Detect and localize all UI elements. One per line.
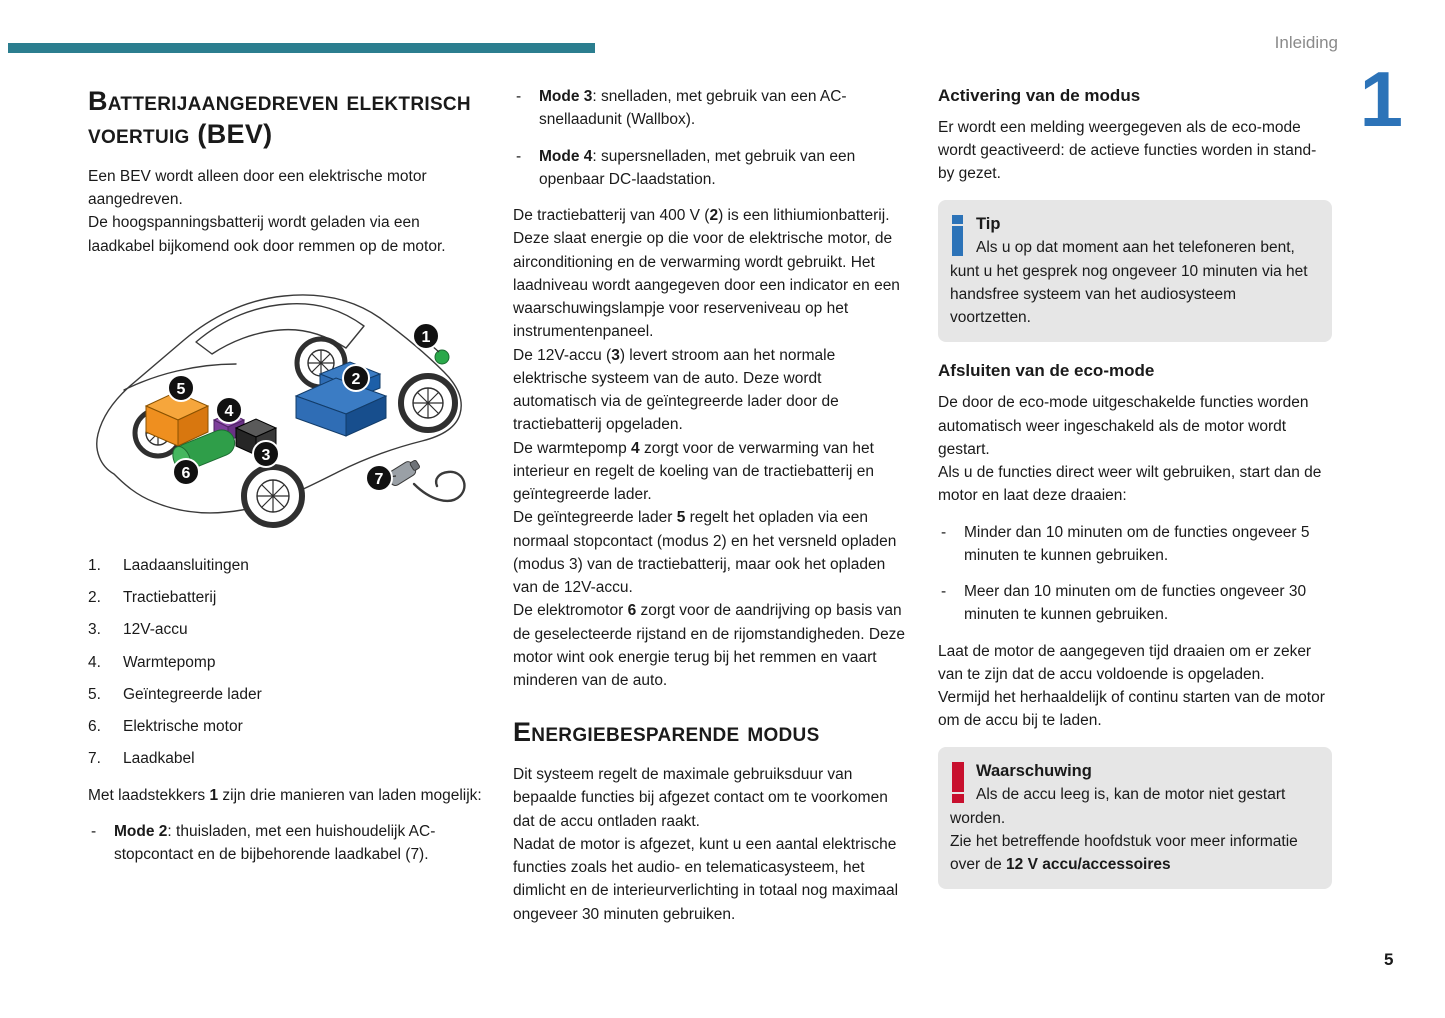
body-paragraph: De door de eco-mode uitgeschakelde functies worden automatisch weer ingeschakeld als de motor wordt gestart. — [938, 394, 1309, 458]
svg-text:4: 4 — [224, 402, 234, 420]
badge-4 — [216, 397, 242, 423]
list-item-number: 3. — [88, 621, 101, 639]
body-paragraph: Er wordt een melding weergegeven als de eco-mode wordt geactiveerd: de actieve functies worden in stand-by gezet. — [938, 118, 1317, 183]
charging-cable-shape — [386, 457, 465, 501]
column-middle — [513, 85, 907, 926]
list-item-label: Tractiebatterij — [123, 589, 217, 607]
list-item-label: 12V-accu — [123, 621, 188, 639]
list-item — [88, 651, 486, 674]
list-item — [88, 715, 486, 738]
header-section-label: Inleiding — [1274, 33, 1338, 52]
tip-title: Tip — [976, 214, 1001, 233]
bullet-item — [88, 820, 486, 867]
column-right — [938, 85, 1332, 907]
bullet-dash: - — [516, 88, 522, 105]
list-item-number: 2. — [88, 589, 101, 607]
list-item — [88, 618, 486, 641]
section-title: Batterijaangedreven elektrisch voertuig (BEV) — [88, 86, 471, 149]
list-item-number: 7. — [88, 750, 101, 768]
badge-6 — [173, 459, 199, 485]
activation-heading: Activering van de modus — [938, 86, 1141, 105]
badge-3 — [253, 441, 279, 467]
svg-text:7: 7 — [374, 470, 384, 488]
body-paragraph: Laat de motor de aangegeven tijd draaien om er zeker van te zijn dat de accu voldoende is opgeladen. — [938, 642, 1312, 683]
bev-diagram-svg — [84, 278, 476, 530]
intro-paragraph: Een BEV wordt alleen door een elektrische motor aangedreven. — [88, 167, 427, 209]
list-item-label: Warmtepomp — [123, 653, 216, 671]
list-item-label: Laadkabel — [123, 750, 195, 768]
info-icon — [951, 215, 964, 256]
body-paragraph: De tractiebatterij van 400 V (2) is een lithiumionbatterij. Deze slaat energie op die voor de elektrische motor, de airconditioning en de verwarming wordt gebruikt. Het laadniveau wordt aangegeven door een indicator en een waarschuwingslampje voor reserveniveau op het instrumentenpaneel. — [513, 207, 900, 341]
bullet-text: Mode 2: thuisladen, met een huishoudelijk AC-stopcontact en de bijbehorende laadkabel (7). — [114, 822, 436, 864]
header-rule — [8, 43, 595, 53]
charge-port-shape — [435, 350, 449, 364]
badge-7 — [366, 465, 392, 491]
bullet-item — [938, 580, 1332, 627]
chapter-number: 1 — [1359, 55, 1403, 143]
column-left — [88, 85, 486, 866]
list-item-label: Geïntegreerde lader — [123, 685, 262, 703]
list-item-number: 5. — [88, 685, 101, 703]
component-list — [88, 554, 486, 771]
svg-text:6: 6 — [181, 464, 191, 482]
body-paragraph: Nadat de motor is afgezet, kunt u een aantal elektrische functies zoals het audio- en telematicasysteem, het dimlicht en de interieurverlichting in totaal nog maximaal ongeveer 30 minuten gebruiken. — [513, 835, 899, 923]
list-item-number: 4. — [88, 653, 101, 671]
eco-exit-heading: Afsluiten van de eco-mode — [938, 361, 1155, 381]
badge-2 — [343, 365, 369, 391]
page-number: 5 — [1384, 950, 1394, 969]
bullet-text: Meer dan 10 minuten om de functies ongeveer 30 minuten te kunnen gebruiken. — [964, 583, 1307, 624]
tip-text: Tip Als u op dat moment aan het telefoneren bent, kunt u het gesprek nog ongeveer 10 minuten via het handsfree systeem van het audiosysteem voortzetten. — [950, 214, 1308, 327]
section-title-energy: Energiebesparende modus — [513, 717, 820, 748]
svg-text:3: 3 — [261, 446, 271, 464]
list-item — [88, 586, 486, 609]
body-paragraph: Als u de functies direct weer wilt gebruiken, start dan de motor en laat deze draaien: — [938, 464, 1322, 505]
tip-box — [938, 200, 1332, 343]
warning-text: Waarschuwing Als de accu leeg is, kan de motor niet gestart worden. Zie het betreffende hoofdstuk voor meer informatie over de 12 V accu/accessoires — [950, 761, 1298, 874]
list-item-number: 6. — [88, 718, 101, 736]
bev-diagram — [84, 278, 486, 530]
svg-text:1: 1 — [421, 328, 431, 346]
list-item-label: Laadaansluitingen — [123, 556, 249, 574]
wheel-front-near — [244, 467, 302, 525]
badge-1 — [413, 323, 439, 349]
bullet-text: Minder dan 10 minuten om de functies ongeveer 5 minuten te kunnen gebruiken. — [964, 523, 1310, 564]
charging-intro: Met laadstekkers 1 zijn drie manieren van laden mogelijk: — [88, 786, 482, 804]
bullet-item — [513, 85, 907, 132]
warning-box — [938, 747, 1332, 890]
bullet-dash: - — [516, 147, 522, 165]
list-item-label: Elektrische motor — [123, 718, 243, 736]
bullet-dash: - — [941, 523, 947, 541]
warning-title: Waarschuwing — [976, 761, 1092, 780]
bullet-dash: - — [91, 822, 97, 840]
bullet-text: Mode 4: supersnelladen, met gebruik van een openbaar DC-laadstation. — [539, 147, 856, 188]
intro-paragraph: De hoogspanningsbatterij wordt geladen via een laadkabel bijkomend ook door remmen op de motor. — [88, 214, 446, 255]
warning-icon — [951, 762, 964, 803]
badge-5 — [168, 375, 194, 401]
bullet-text: Mode 3: snelladen, met gebruik van een AC-snellaadunit (Wallbox). — [539, 88, 847, 129]
body-paragraph: De elektromotor 6 zorgt voor de aandrijving op basis van de geselecteerde rijstand en de rijomstandigheden. Deze motor wint ook energie terug bij het remmen en vaart minderen van de auto. — [513, 602, 906, 689]
body-paragraph: Dit systeem regelt de maximale gebruiksduur van bepaalde functies bij afgezet contact om te voorkomen dat de accu ontladen raakt. — [513, 766, 888, 830]
body-paragraph: Vermijd het herhaaldelijk of continu starten van de motor om de accu bij te laden. — [938, 689, 1325, 730]
bullet-item — [513, 145, 907, 192]
svg-text:5: 5 — [176, 380, 186, 398]
bullet-item — [938, 521, 1332, 568]
svg-text:2: 2 — [351, 370, 361, 388]
list-item — [88, 683, 486, 706]
body-paragraph: De geïntegreerde lader 5 regelt het opladen via een normaal stopcontact (modus 2) en het versneld opladen (modus 3) van de tractiebatterij, maar ook het opladen van de 12V-accu. — [513, 509, 897, 596]
list-item-number: 1. — [88, 556, 101, 574]
body-paragraph: De 12V-accu (3) levert stroom aan het normale elektrische systeem van de auto. Deze wordt automatisch via de geïntegreerde lader door de tractiebatterij opgeladen. — [513, 346, 839, 434]
wheel-rear-near — [401, 376, 455, 430]
list-item — [88, 554, 486, 577]
list-item — [88, 747, 486, 770]
bullet-dash: - — [941, 583, 947, 601]
body-paragraph: De warmtepomp 4 zorgt voor de verwarming van het interieur en regelt de koeling van de tractiebatterij en geïntegreerde lader. — [513, 439, 875, 503]
